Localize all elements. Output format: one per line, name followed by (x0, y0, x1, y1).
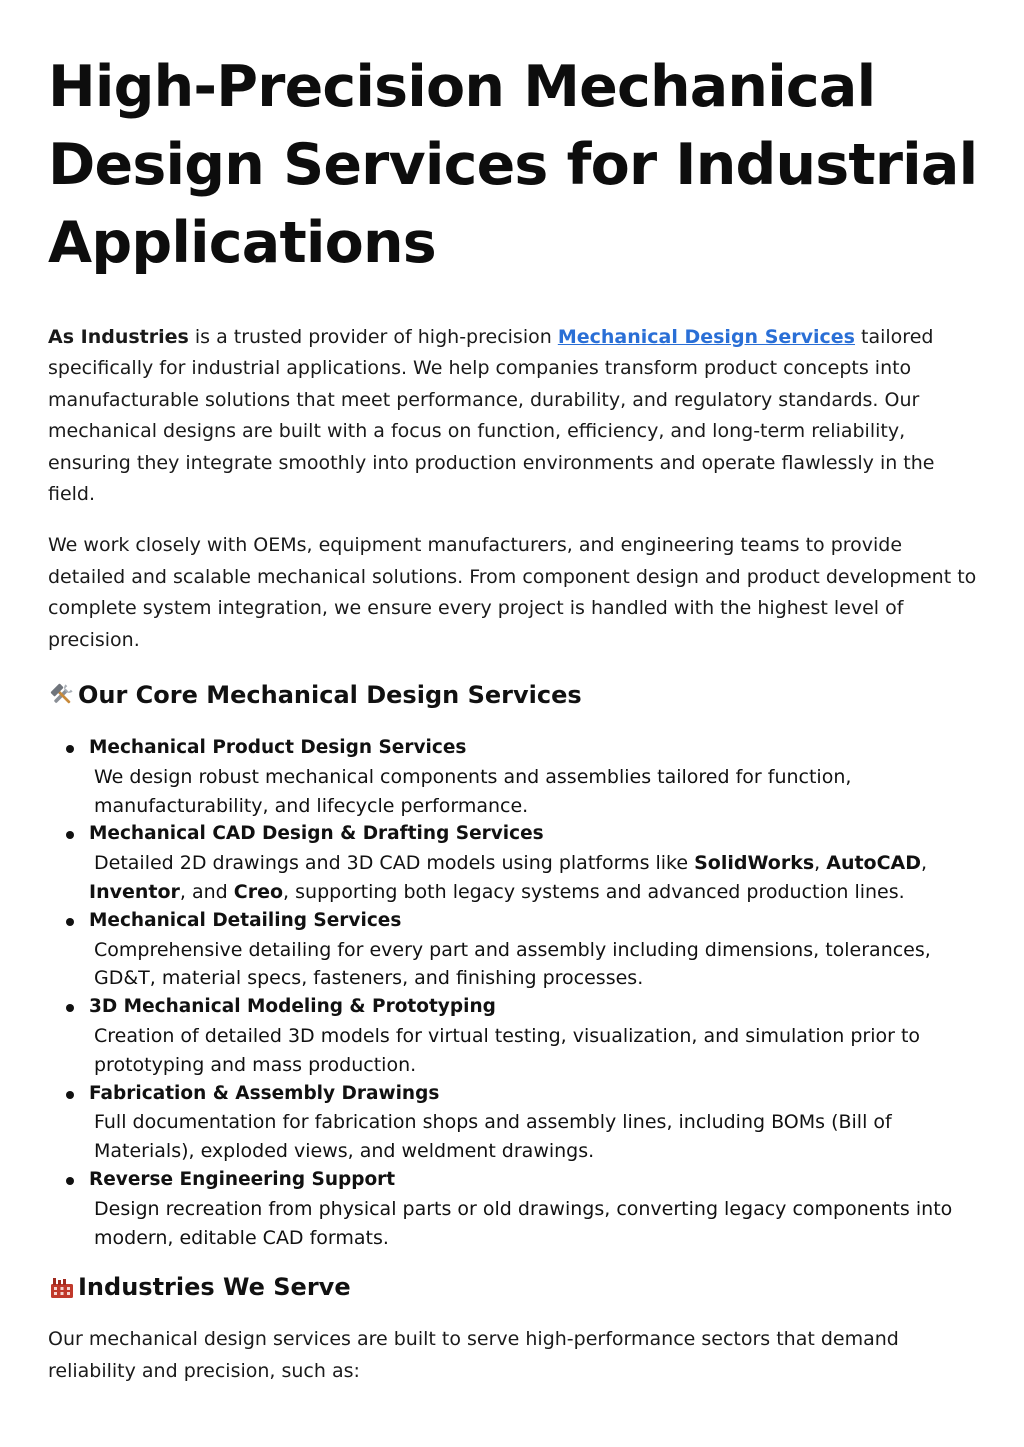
mechanical-design-services-link[interactable]: Mechanical Design Services (557, 326, 855, 348)
service-name: Mechanical CAD Design & Drafting Services (89, 823, 544, 845)
industries-heading (48, 1272, 978, 1302)
service-description: Full documentation for fabrication shops and assembly lines, including BOMs (Bill of Materials), exploded views, and weldment drawings. (94, 1111, 892, 1163)
service-name: Reverse Engineering Support (89, 1169, 396, 1191)
bullet-icon (66, 1004, 74, 1012)
service-name: Mechanical Product Design Services (89, 737, 467, 759)
hammer-and-wrench-icon (48, 681, 76, 709)
company-name: As Industries (48, 326, 189, 348)
service-description: Creation of detailed 3D models for virtual testing, visualization, and simulation prior to prototyping and mass production. (94, 1025, 921, 1076)
description-text: Detailed 2D drawings and 3D CAD models using platforms like (94, 852, 695, 875)
description-text: , supporting both legacy systems and advanced production lines. (283, 881, 905, 904)
service-description: Design recreation from physical parts or old drawings, converting legacy components into modern, editable CAD formats. (94, 1197, 953, 1249)
service-name: 3D Mechanical Modeling & Prototyping (89, 996, 496, 1018)
core-services-heading (48, 680, 978, 710)
industries-heading-text: Industries We Serve (78, 1273, 351, 1302)
creo-label: Creo (233, 881, 284, 904)
intro-text-after-link: tailored specifically for industrial applications. We help companies transform product concepts into manufacturable solutions that meet performance, durability, and regulatory standards. Our mechanical designs are built with a focus on function, efficiency, and long-term reliability, ensuring they integrate smoothly into production environments and operate flawlessly in the field. (48, 326, 935, 506)
page-title: High-Precision Mechanical Design Services for Industrial Applications (48, 54, 978, 276)
list-item (89, 1166, 978, 1252)
bullet-icon (66, 831, 74, 839)
service-description: Comprehensive detailing for every part and assembly including dimensions, tolerances, GD&T, material specs, fasteners, and finishing processes. (94, 938, 931, 990)
bullet-icon (66, 918, 74, 926)
service-description (89, 849, 978, 907)
solidworks-label: SolidWorks (694, 852, 815, 875)
services-list (48, 734, 978, 1252)
separator-text: , and (179, 881, 234, 904)
bullet-icon (66, 1091, 74, 1099)
bullet-icon (66, 745, 74, 753)
document-page (48, 48, 978, 1387)
intro-paragraph (48, 322, 978, 510)
separator-text: , (921, 852, 928, 875)
service-description: We design robust mechanical components and assemblies tailored for function, manufacturability, and lifecycle performance. (94, 765, 852, 817)
industries-paragraph: Our mechanical design services are built to serve high-performance sectors that demand reliability and precision, such as: (48, 1328, 899, 1382)
service-name: Fabrication & Assembly Drawings (89, 1082, 440, 1104)
separator-text: , (814, 852, 827, 875)
second-paragraph: We work closely with OEMs, equipment manufacturers, and engineering teams to provide detailed and scalable mechanical solutions. From component design and product development to complete system integration, we ensure every project is handled with the highest level of precision. (48, 534, 977, 651)
list-item (89, 1080, 978, 1166)
autocad-label: AutoCAD (826, 852, 922, 875)
list-item (89, 820, 978, 906)
inventor-label: Inventor (89, 881, 180, 904)
list-item (89, 734, 978, 820)
intro-text-before-link: is a trusted provider of high-precision (188, 326, 558, 348)
list-item (89, 993, 978, 1079)
core-services-heading-text: Our Core Mechanical Design Services (78, 681, 582, 710)
service-name: Mechanical Detailing Services (89, 909, 402, 931)
list-item (89, 907, 978, 993)
factory-icon (48, 1273, 76, 1301)
bullet-icon (66, 1177, 74, 1185)
